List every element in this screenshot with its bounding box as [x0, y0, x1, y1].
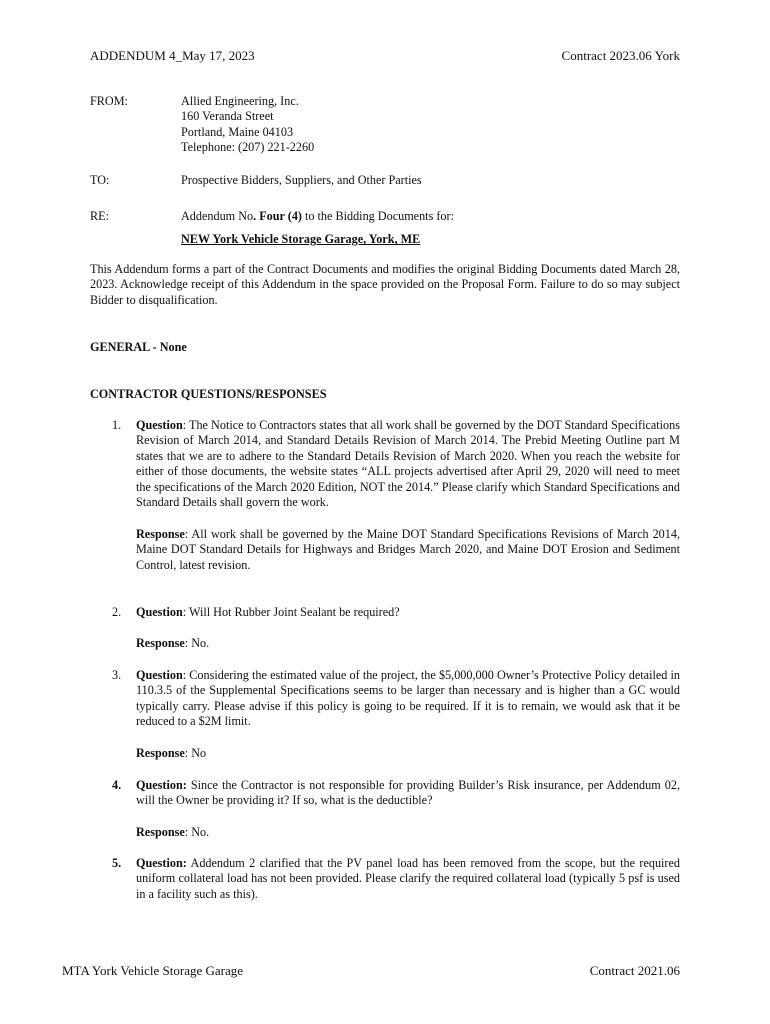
response-label: Response: [136, 825, 185, 839]
intro-paragraph: This Addendum forms a part of the Contract Documents and modifies the original Bidding Documents dated March 28, 2023. Acknowledge receipt of this Addendum in the space provided on the Proposal Form. Failure to do so may subject Bidder to disqualification.: [90, 262, 680, 307]
re-dot: .: [253, 209, 257, 223]
question-item: [112, 418, 680, 510]
question-body: : Considering the estimated value of the project, the $5,000,000 Owner’s Protective Policy detailed in 110.3.5 of the Supplemental Specifications seems to be larger than necessary and is higher than a GC would typically carry. Please advise if this policy is going to be required. If it is to remain, we would ask that it be reduced to a $2M limit.: [136, 668, 680, 729]
question-body: : The Notice to Contractors states that all work shall be governed by the DOT Standard Specifications Revision of March 2014, and Standard Details Revision of March 2014. The Prebid Meeting Outline part M states that we are to adhere to the Standard Details Revision of March 2020. When you reach the website for either of those documents, the website states “ALL projects advertised after April 29, 2020 will need to meet the specifications of the March 2020 Edition, NOT the 2014.” Please clarify which Standard Specifications and Standard Details shall govern the work.: [136, 418, 680, 510]
header-left: ADDENDUM 4_May 17, 2023: [90, 48, 255, 63]
item-number: 1.: [112, 418, 122, 432]
footer-right: Contract 2021.06: [589, 963, 680, 978]
re-block: [90, 209, 680, 248]
page-footer: [62, 963, 680, 978]
footer-left: MTA York Vehicle Storage Garage: [62, 963, 244, 978]
question-label: Question: [136, 418, 183, 432]
from-line: Portland, Maine 04103: [181, 124, 294, 139]
from-block: [90, 94, 680, 156]
question-text: [136, 668, 680, 730]
question-label: Question:: [136, 778, 187, 792]
from-line: Telephone: (207) 221-2260: [181, 140, 315, 155]
question-body: Since the Contractor is not responsible for providing Builder’s Risk insurance, per Addendum 02, will the Owner be providing it? If so, what is the deductible?: [136, 778, 680, 808]
document-page: [62, 0, 680, 1024]
to-block: [90, 173, 680, 188]
question-text: [136, 605, 680, 620]
to-label: TO:: [90, 173, 110, 187]
response-label: Response: [136, 636, 185, 650]
section-heading: CONTRACTOR QUESTIONS/RESPONSES: [90, 387, 327, 401]
item-number: 4.: [112, 778, 122, 792]
general-heading: GENERAL - None: [90, 340, 187, 354]
response-body: : No.: [184, 825, 210, 839]
header-right: Contract 2023.06 York: [561, 48, 680, 63]
response-body: : No.: [184, 636, 210, 650]
question-text: [136, 778, 680, 809]
re-pre: Addendum No: [181, 209, 254, 223]
question-label: Question: [136, 668, 183, 682]
question-body: Addendum 2 clarified that the PV panel load has been removed from the scope, but the required uniform collateral load has not been provided. Please clarify the required collateral load (typically 5 psf is used in a facility such as this).: [136, 856, 680, 901]
from-address: [181, 94, 680, 156]
item-number: 3.: [112, 668, 122, 682]
re-post: to the Bidding Documents for:: [301, 209, 454, 223]
question-label: Question: [136, 605, 183, 619]
item-number: 2.: [112, 605, 122, 619]
re-text: [181, 209, 680, 248]
project-title: NEW York Vehicle Storage Garage, York, ME: [181, 232, 421, 247]
question-text: [136, 856, 680, 902]
page-header: [90, 48, 680, 63]
response-label: Response: [136, 527, 185, 541]
to-text: Prospective Bidders, Suppliers, and Other Parties: [181, 173, 422, 187]
question-item: [112, 856, 680, 902]
response-label: Response: [136, 746, 185, 760]
re-number: Four (4): [256, 209, 302, 223]
response-body: : No: [184, 746, 207, 760]
from-label: FROM:: [90, 94, 128, 108]
question-item: [112, 668, 680, 730]
response-text: [136, 825, 680, 840]
from-line: Allied Engineering, Inc.: [181, 94, 299, 108]
response-body: : All work shall be governed by the Maine DOT Standard Specifications Revisions of March 2014, Maine DOT Standard Details for Highways and Bridges March 2020, and Maine DOT Erosion and Sediment Control, latest revision.: [136, 527, 680, 572]
question-item: [112, 778, 680, 809]
question-item: [112, 605, 680, 620]
question-text: [136, 418, 680, 510]
item-number: 5.: [112, 856, 122, 870]
question-label: Question:: [136, 856, 187, 870]
from-line: 160 Veranda Street: [181, 109, 274, 124]
re-label: RE:: [90, 209, 109, 223]
response-text: [136, 746, 680, 761]
response-text: [136, 527, 680, 573]
question-body: : Will Hot Rubber Joint Sealant be required?: [182, 605, 400, 619]
response-text: [136, 636, 680, 651]
